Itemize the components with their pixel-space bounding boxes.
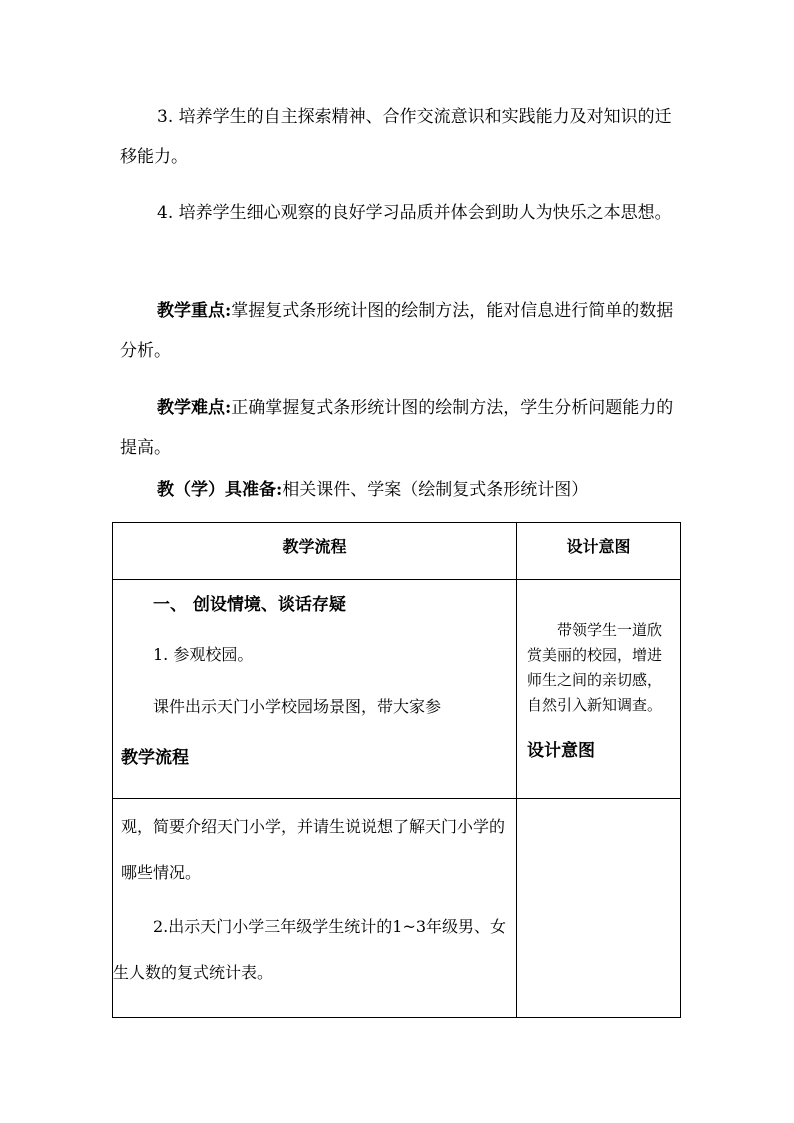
cont-text: 观，简要介绍天门小学，并请生说说想了解天门小学的哪些情况。 — [121, 817, 506, 882]
step-2: 2.出示天门小学三年级学生统计的1~3年级男、女生人数的复式统计表。 — [113, 917, 507, 982]
goal-4-num: 4. — [157, 203, 174, 223]
goal-4 — [120, 193, 676, 233]
key-point-label: 教学重点: — [157, 301, 232, 321]
key-point — [120, 291, 676, 371]
difficulty-text: 正确掌握复式条形统计图的绘制方法，学生分析问题能力的提高。 — [120, 398, 674, 458]
table-row-2 — [113, 799, 681, 1018]
prep-text: 相关课件、学案（绘制复式条形统计图） — [282, 480, 589, 500]
intent-cell-1 — [517, 580, 681, 799]
prep — [157, 478, 588, 502]
goal-3 — [120, 97, 676, 177]
goal-4-text: 培养学生细心观察的良好学习品质并体会到助人为快乐之本思想。 — [178, 203, 672, 223]
table-row-1 — [113, 580, 681, 799]
header-process: 教学流程 — [113, 523, 517, 580]
intent-text: 带领学生一道欣赏美丽的校园，增进师生之间的亲切感，自然引入新知调查。 — [527, 621, 663, 714]
difficulty — [120, 388, 676, 468]
goal-3-text: 培养学生的自主探索精神、合作交流意识和实践能力及对知识的迁移能力。 — [120, 107, 672, 167]
difficulty-label: 教学难点: — [157, 398, 232, 418]
intent-cell-2 — [517, 799, 681, 1018]
intent-heading: 设计意图 — [527, 741, 595, 761]
process-cell-2 — [113, 799, 517, 1018]
step-1: 1. 参观校园。 — [153, 645, 254, 664]
goal-3-num: 3. — [157, 107, 174, 127]
step-1-detail: 课件出示天门小学校园场景图，带大家参 — [153, 697, 442, 716]
process-cell-1 — [113, 580, 517, 799]
table-header-row — [113, 523, 681, 580]
prep-label: 教（学）具准备: — [157, 480, 283, 500]
header-intent: 设计意图 — [517, 523, 681, 580]
lesson-table — [112, 522, 681, 1018]
repeat-process-heading: 教学流程 — [121, 748, 189, 768]
key-point-text: 掌握复式条形统计图的绘制方法，能对信息进行简单的数据分析。 — [120, 301, 674, 361]
section-title: 一、 创设情境、谈话存疑 — [153, 595, 346, 615]
